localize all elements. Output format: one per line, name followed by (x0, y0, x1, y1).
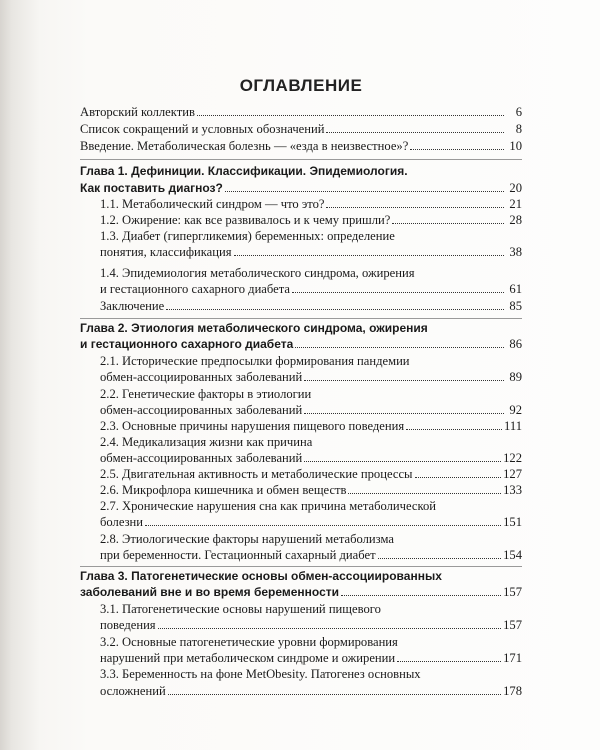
page-title: ОГЛАВЛЕНИЕ (239, 76, 363, 95)
toc-entry[interactable]: 2.7. Хронические нарушения сна как причина метаболической (100, 499, 436, 513)
toc-entry-cont[interactable]: обмен-ассоциированных заболеваний 89 (100, 370, 522, 384)
toc-entry-cont[interactable]: и гестационного сахарного диабета 61 (100, 282, 522, 296)
divider (80, 318, 522, 319)
chapter-2-heading-cont[interactable]: и гестационного сахарного диабета 86 (80, 337, 522, 351)
toc-entry-cont[interactable]: понятия, классификация 38 (100, 245, 522, 259)
toc-entry[interactable]: Авторский коллектив 6 (80, 105, 522, 119)
toc-entry-cont[interactable]: нарушений при метаболическом синдроме и ожирении 171 (100, 651, 522, 665)
toc-entry-cont[interactable]: поведения 157 (100, 618, 522, 632)
chapter-3-heading[interactable]: Глава 3. Патогенетические основы обмен-ассоциированных (80, 569, 442, 583)
divider (80, 566, 522, 567)
toc-entry[interactable]: 1.2. Ожирение: как все развивалось и к чему пришли? 28 (100, 213, 522, 227)
toc-entry[interactable]: 3.1. Патогенетические основы нарушений пищевого (100, 602, 381, 616)
toc-entry[interactable]: Заключение 85 (100, 299, 522, 313)
toc-entry[interactable]: 3.2. Основные патогенетические уровни формирования (100, 635, 398, 649)
chapter-2-heading[interactable]: Глава 2. Этиология метаболического синдрома, ожирения (80, 321, 428, 335)
chapter-3-heading-cont[interactable]: заболеваний вне и во время беременности 157 (80, 585, 522, 599)
toc-entry[interactable]: 1.4. Эпидемиология метаболического синдрома, ожирения (100, 266, 415, 280)
toc-entry-cont[interactable]: болезни 151 (100, 515, 522, 529)
toc-entry[interactable]: 1.1. Метаболический синдром — что это? 21 (100, 197, 522, 211)
toc-entry[interactable]: 2.3. Основные причины нарушения пищевого поведения 111 (100, 419, 522, 433)
toc-entry[interactable]: 2.1. Исторические предпосылки формирования пандемии (100, 354, 410, 368)
toc-entry-cont[interactable]: при беременности. Гестационный сахарный диабет 154 (100, 548, 522, 562)
chapter-1-heading-cont[interactable]: Как поставить диагноз? 20 (80, 181, 522, 195)
toc-entry-cont[interactable]: обмен-ассоциированных заболеваний 122 (100, 451, 522, 465)
toc-entry[interactable]: Список сокращений и условных обозначений 8 (80, 122, 522, 136)
toc-entry[interactable]: 2.5. Двигательная активность и метаболические процессы 127 (100, 467, 522, 481)
toc-entry-cont[interactable]: обмен-ассоциированных заболеваний 92 (100, 403, 522, 417)
toc-entry-cont[interactable]: осложнений 178 (100, 684, 522, 698)
toc-entry[interactable]: 2.2. Генетические факторы в этиологии (100, 387, 312, 401)
chapter-1-heading[interactable]: Глава 1. Дефиниции. Классификации. Эпидемиология. (80, 164, 408, 178)
toc-entry[interactable]: 3.3. Беременность на фоне MetObesity. Патогенез основных (100, 667, 421, 681)
toc-entry[interactable]: Введение. Метаболическая болезнь — «езда в неизвестное»? 10 (80, 139, 522, 153)
toc-entry[interactable]: 2.6. Микрофлора кишечника и обмен веществ 133 (100, 483, 522, 497)
toc-entry[interactable]: 1.3. Диабет (гипергликемия) беременных: определение (100, 229, 395, 243)
toc-entry[interactable]: 2.8. Этиологические факторы нарушений метаболизма (100, 532, 394, 546)
toc-entry[interactable]: 2.4. Медикализация жизни как причина (100, 435, 313, 449)
divider (80, 159, 522, 160)
